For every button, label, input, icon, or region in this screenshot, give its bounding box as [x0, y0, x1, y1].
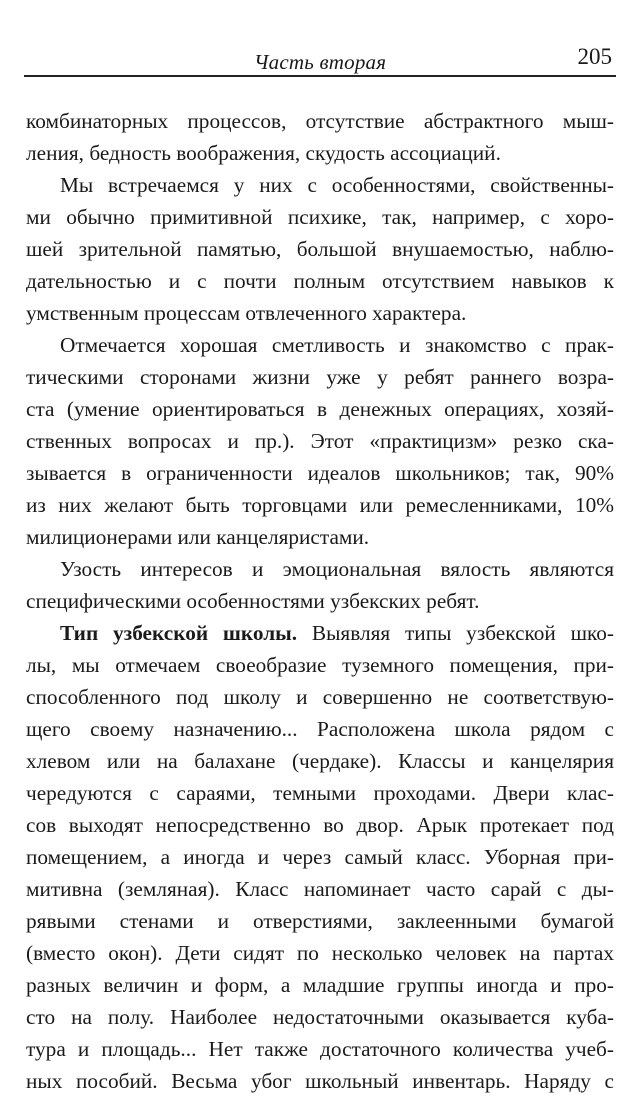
- text-line: ста (умение ориентироваться в денежных операциях, хозяй-: [26, 397, 614, 421]
- text-line: дательностью и с почти полным отсутствием навыков к: [26, 269, 614, 293]
- text-line: из них желают быть торговцами или ремесленниками, 10%: [26, 493, 614, 517]
- text-line: Мы встречаемся у них с особенностями, свойственны-: [60, 173, 614, 197]
- text-line: (вместо окон). Дети сидят по несколько человек на партах: [26, 941, 614, 965]
- text-line: разных величин и форм, а младшие группы иногда и про-: [26, 973, 614, 997]
- text-line: ственных вопросах и пр.). Этот «практицизм» резко ска-: [26, 429, 614, 453]
- text-line: тура и площадь... Нет также достаточного количества учеб-: [26, 1037, 614, 1061]
- text-line: специфическими особенностями узбекских ребят.: [26, 589, 480, 613]
- text-line: рявыми стенами и отверстиями, заклеенными бумагой: [26, 909, 614, 933]
- text-line: митивна (земляная). Класс напоминает часто сарай с ды-: [26, 877, 614, 901]
- text-line: хлевом или на балахане (чердаке). Классы и канцелярия: [26, 749, 614, 773]
- text-line: помещением, а иногда и через самый класс. Уборная при-: [26, 845, 614, 869]
- text-line-rest: Выявляя типы узбекской шко-: [311, 621, 614, 645]
- text-line: тическими сторонами жизни уже у ребят раннего возра-: [26, 365, 614, 389]
- text-line: Отмечается хорошая сметливость и знакомство с прак-: [60, 333, 614, 357]
- text-line: ми обычно примитивной психике, так, например, с хоро-: [26, 205, 614, 229]
- header-rule: [24, 75, 616, 77]
- text-line: чередуются с сараями, темными проходами. Двери клас-: [26, 781, 614, 805]
- section-heading: Тип узбекской школы.: [60, 621, 298, 645]
- text-line: сов выходят непосредственно во двор. Арык протекает под: [26, 813, 614, 837]
- text-line-with-heading: [26, 617, 614, 649]
- text-line: ных пособий. Весьма убог школьный инвентарь. Наряду с: [26, 1069, 614, 1093]
- text-line: лы, мы отмечаем своеобразие туземного помещения, при-: [26, 653, 614, 677]
- text-line: способленного под школу и совершенно не соответствую-: [26, 685, 614, 709]
- running-title: Часть вторая: [254, 50, 387, 74]
- page-header: [24, 44, 616, 78]
- page-number: 205: [577, 44, 612, 69]
- text-line: ления, бедность воображения, скудость ассоциаций.: [26, 141, 501, 165]
- text-line: сто на полу. Наиболее недостаточными оказывается куба-: [26, 1005, 614, 1029]
- body-text: [26, 105, 614, 1097]
- text-line: Узость интересов и эмоциональная вялость являются: [60, 557, 614, 581]
- text-line: умственным процессам отвлеченного характера.: [26, 301, 467, 325]
- text-line: зывается в ограниченности идеалов школьников; так, 90%: [26, 461, 614, 485]
- text-line: шей зрительной памятью, большой внушаемостью, наблю-: [26, 237, 614, 261]
- text-line: милиционерами или канцеляристами.: [26, 525, 370, 549]
- text-line: комбинаторных процессов, отсутствие абстрактного мыш-: [26, 109, 614, 133]
- text-line: щего своему назначению... Расположена школа рядом с: [26, 717, 614, 741]
